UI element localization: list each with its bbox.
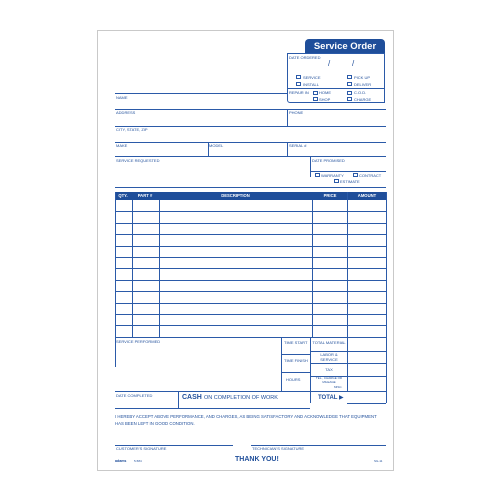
price-header: PRICE (323, 193, 337, 198)
shop-label: SHOP (319, 96, 331, 102)
order-options-panel (287, 53, 385, 103)
service-performed-label: SERVICE PERFORMED (116, 339, 161, 344)
cash-label: CASH (182, 394, 202, 401)
form-line (310, 337, 311, 391)
service-order-form (97, 30, 394, 471)
part-column-divider (159, 200, 160, 337)
charge-label: CHARGE (354, 96, 372, 102)
form-line (310, 391, 386, 392)
estimate-label: ESTIMATE (340, 178, 360, 184)
home-checkbox[interactable] (313, 91, 318, 95)
service-checkbox[interactable] (296, 75, 301, 79)
acceptance-text-1: I HEREBY ACCEPT ABOVE PERFORMANCE, AND CHARGES, AS BEING SATISFACTORY AND ACKNOWLEDGE THAT EQUIPMENT (115, 414, 377, 419)
total-material-label: TOTAL MATERIAL (312, 340, 346, 345)
table-row-line (115, 223, 386, 224)
warranty-checkbox[interactable] (315, 173, 320, 177)
date-ordered-label: DATE ORDERED (289, 55, 321, 60)
table-row-line (115, 303, 386, 304)
table-bottom-line (115, 337, 386, 338)
form-line (115, 93, 287, 94)
thank-you-text: THANK YOU! (235, 456, 279, 463)
install-checkbox[interactable] (296, 82, 301, 86)
technician-signature-label: TECHNICIAN'S SIGNATURE (252, 446, 305, 451)
form-line (347, 403, 386, 404)
form-line (115, 109, 386, 110)
table-row-line (115, 211, 386, 212)
brand-logo: adams (115, 459, 127, 463)
form-line (115, 408, 310, 409)
panel-divider (287, 88, 385, 89)
form-number: 5-584 (134, 459, 142, 463)
install-label: INSTALL (303, 81, 319, 87)
price-column-divider (347, 192, 348, 391)
table-row-line (115, 280, 386, 281)
form-line (287, 142, 288, 156)
form-line (310, 391, 311, 403)
service-requested-label: SERVICE REQUESTED (116, 158, 160, 163)
hours-label: HOURS (286, 377, 301, 382)
items-table-header (115, 192, 386, 200)
address-label: ADDRESS (116, 110, 136, 115)
date-completed-label: DATE COMPLETED (116, 393, 153, 398)
table-row-line (115, 325, 386, 326)
form-line (115, 126, 386, 127)
date-promised-label: DATE PROMISED (312, 158, 345, 163)
tax-label: TAX (325, 367, 333, 372)
name-label: NAME (116, 95, 128, 100)
form-line (287, 109, 288, 126)
labor-service-label: LABOR & SERVICE (320, 352, 338, 362)
service-label: SERVICE (303, 74, 321, 80)
description-column-divider (312, 200, 313, 337)
part-header: PART # (137, 193, 153, 198)
form-line (115, 187, 386, 188)
time-finish-label: TIME FINISH (284, 358, 308, 363)
form-code: SG-11 (374, 459, 383, 463)
contract-label: CONTRACT (359, 172, 382, 178)
phone-label: PHONE (289, 110, 304, 115)
cod-checkbox[interactable] (347, 91, 352, 95)
city-label: CITY, STATE, ZIP (116, 127, 148, 132)
form-line (310, 363, 386, 364)
deliver-label: DELIVER (354, 81, 372, 87)
table-border-right (386, 192, 387, 403)
estimate-checkbox[interactable] (334, 179, 339, 183)
form-line (281, 337, 282, 391)
charge-checkbox[interactable] (347, 97, 352, 101)
qty-column-divider (132, 200, 133, 337)
model-label: MODEL (209, 143, 224, 148)
form-line (281, 354, 310, 355)
table-row-line (115, 257, 386, 258)
table-row-line (115, 246, 386, 247)
acceptance-text-2: HAS BEEN LEFT IN GOOD CONDITION. (115, 421, 195, 426)
form-line (178, 391, 179, 408)
home-label: HOME (319, 90, 331, 95)
serial-label: SERIAL # (289, 143, 307, 148)
contract-checkbox[interactable] (353, 173, 358, 177)
cash-terms-label: ON COMPLETION OF WORK (204, 395, 278, 401)
cod-label: C.O.D. (354, 90, 367, 95)
qty-header: QTY. (118, 193, 128, 198)
form-line (115, 156, 386, 157)
warranty-label: WARRANTY (321, 172, 344, 178)
table-row-line (115, 314, 386, 315)
total-label: TOTAL (318, 395, 338, 401)
shop-checkbox[interactable] (313, 97, 318, 101)
amount-header: AMOUNT (357, 193, 377, 198)
misc-label: MISC. (334, 385, 343, 389)
table-row-line (115, 291, 386, 292)
table-row-line (115, 234, 386, 235)
misc-charge-label: TEL., CHARGE OR MILEAGE (315, 376, 343, 384)
customer-signature-label: CUSTOMER'S SIGNATURE (116, 446, 167, 451)
make-label: MAKE (116, 143, 128, 148)
date-slash-2: / (352, 59, 355, 68)
form-line (310, 156, 311, 177)
total-arrow-icon: ▶ (339, 395, 344, 401)
description-header: DESCRIPTION (221, 193, 250, 198)
pick-up-checkbox[interactable] (347, 75, 352, 79)
form-line (115, 142, 386, 143)
form-line (281, 372, 310, 373)
pick-up-label: PICK UP (354, 74, 371, 80)
table-row-line (115, 268, 386, 269)
form-title: Service Order (305, 39, 385, 54)
time-start-label: TIME START (284, 340, 308, 345)
repair-in-label: REPAIR IN (289, 90, 309, 95)
deliver-checkbox[interactable] (347, 82, 352, 86)
date-slash: / (328, 59, 331, 68)
